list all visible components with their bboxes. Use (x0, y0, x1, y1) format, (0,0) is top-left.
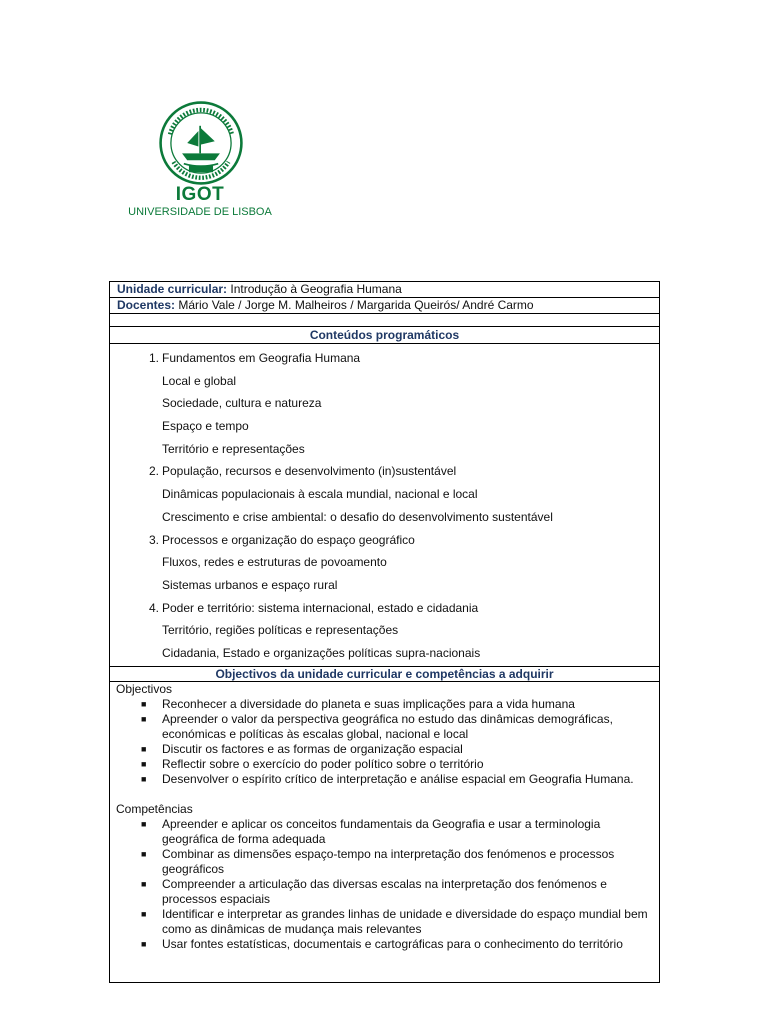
objectivo-item (116, 742, 659, 757)
competencia-item (116, 817, 659, 847)
unidade-row (110, 282, 659, 298)
objectivos-title: Objectivos da unidade curricular e competências a adquirir (110, 667, 659, 682)
bullet-icon: ■ (141, 909, 147, 919)
conteudo-text: População, recursos e desenvolvimento (in)sustentável (162, 464, 457, 479)
conteudo-item (110, 418, 659, 441)
logo-title: IGOT (175, 184, 225, 205)
conteudo-number: 1. (148, 351, 159, 365)
conteudo-item (110, 622, 659, 645)
competencia-item-text: Identificar e interpretar as grandes linhas de unidade e diversidade do espaço mundial bem como as dinâmicas de mudança mais relevantes (162, 907, 648, 936)
bullet-icon: ■ (141, 714, 147, 724)
conteudo-text: Poder e território: sistema internacional, estado e cidadania (162, 600, 479, 615)
conteudo-text: Crescimento e crise ambiental: o desafio do desenvolvimento sustentável (162, 509, 553, 524)
conteudo-item (110, 645, 659, 668)
objectivo-item (116, 772, 659, 787)
conteudo-text: Local e global (162, 373, 237, 388)
competencia-item-text: Combinar as dimensões espaço-tempo na interpretação dos fenómenos e processos geográficos (162, 847, 615, 876)
conteudo-text: Território, regiões políticas e representações (162, 623, 399, 638)
conteudo-number: 2. (148, 464, 159, 479)
bullet-icon: ■ (141, 819, 147, 829)
bullet-icon: ■ (141, 759, 147, 769)
course-table (109, 281, 660, 983)
competencia-item-text: Apreender e aplicar os conceitos fundamentais da Geografia e usar a terminologia geográfica de forma adequada (162, 817, 601, 846)
objectivo-item (116, 697, 659, 712)
objectivo-item (116, 712, 659, 742)
objectivos-heading: Objectivos (116, 682, 173, 696)
conteudo-text: Cidadania, Estado e organizações políticas supra-nacionais (162, 645, 481, 660)
logo-subtitle: UNIVERSIDADE DE LISBOA (128, 206, 272, 218)
conteudo-text: Sociedade, cultura e natureza (162, 396, 322, 411)
competencia-item (116, 937, 659, 952)
objectivo-item-text: Apreender o valor da perspectiva geográfica no estudo das dinâmicas demográficas, económicas e políticas às escalas global, nacional e local (162, 712, 613, 741)
objectivo-item-text: Reflectir sobre o exercício do poder político sobre o território (162, 757, 484, 771)
conteudo-item (110, 577, 659, 600)
conteudo-item (110, 463, 659, 486)
conteudo-text: Processos e organização do espaço geográfico (162, 532, 415, 547)
bullet-icon: ■ (141, 939, 147, 949)
conteudo-item (110, 486, 659, 509)
conteudo-item (110, 373, 659, 396)
competencias-list (116, 817, 659, 952)
competencia-item (116, 877, 659, 907)
conteudo-number: 3. (148, 532, 159, 547)
igot-logo (120, 100, 280, 225)
conteudo-text: Fluxos, redes e estruturas de povoamento (162, 555, 387, 570)
bullet-icon: ■ (141, 744, 147, 754)
objectivo-item-text: Discutir os factores e as formas de organização espacial (162, 742, 463, 756)
bullet-icon: ■ (141, 699, 147, 709)
conteudo-text: Sistemas urbanos e espaço rural (162, 577, 338, 592)
conteudo-item (110, 441, 659, 464)
objectivo-item-text: Reconhecer a diversidade do planeta e suas implicações para a vida humana (162, 697, 575, 711)
bullet-icon: ■ (141, 849, 147, 859)
conteudos-list (110, 344, 659, 667)
objectivo-item (116, 757, 659, 772)
docentes-value: Mário Vale / Jorge M. Malheiros / Margarida Queirós/ André Carmo (175, 298, 534, 312)
objectivos-list (116, 697, 659, 787)
conteudo-item (110, 350, 659, 373)
competencia-item-text: Compreender a articulação das diversas escalas na interpretação dos fenómenos e processos espaciais (162, 877, 607, 906)
docentes-label: Docentes: (117, 298, 176, 312)
unidade-label: Unidade curricular: (117, 282, 228, 296)
spacer (116, 787, 659, 802)
bullet-icon: ■ (141, 879, 147, 889)
conteudo-item (110, 509, 659, 532)
bullet-icon: ■ (141, 774, 147, 784)
conteudos-title: Conteúdos programáticos (110, 327, 659, 344)
docentes-row (110, 298, 659, 314)
conteudo-item (110, 554, 659, 577)
unidade-value: Introdução à Geografia Humana (227, 282, 402, 296)
competencias-heading: Competências (116, 802, 193, 816)
conteudo-item (110, 395, 659, 418)
conteudo-number: 4. (148, 600, 159, 615)
university-seal-icon (158, 100, 244, 186)
conteudo-item (110, 532, 659, 555)
conteudo-item (110, 600, 659, 623)
conteudo-text: Espaço e tempo (162, 419, 249, 434)
objectivo-item-text: Desenvolver o espírito crítico de interpretação e análise espacial em Geografia Humana. (162, 772, 634, 786)
empty-row (110, 314, 659, 327)
competencia-item (116, 907, 659, 937)
conteudo-text: Dinâmicas populacionais à escala mundial, nacional e local (162, 487, 478, 502)
competencia-item (116, 847, 659, 877)
competencia-item-text: Usar fontes estatísticas, documentais e cartográficas para o conhecimento do território (162, 937, 623, 951)
objectivos-section (110, 682, 659, 982)
conteudo-text: Fundamentos em Geografia Humana (162, 351, 361, 365)
conteudo-text: Território e representações (162, 441, 305, 456)
